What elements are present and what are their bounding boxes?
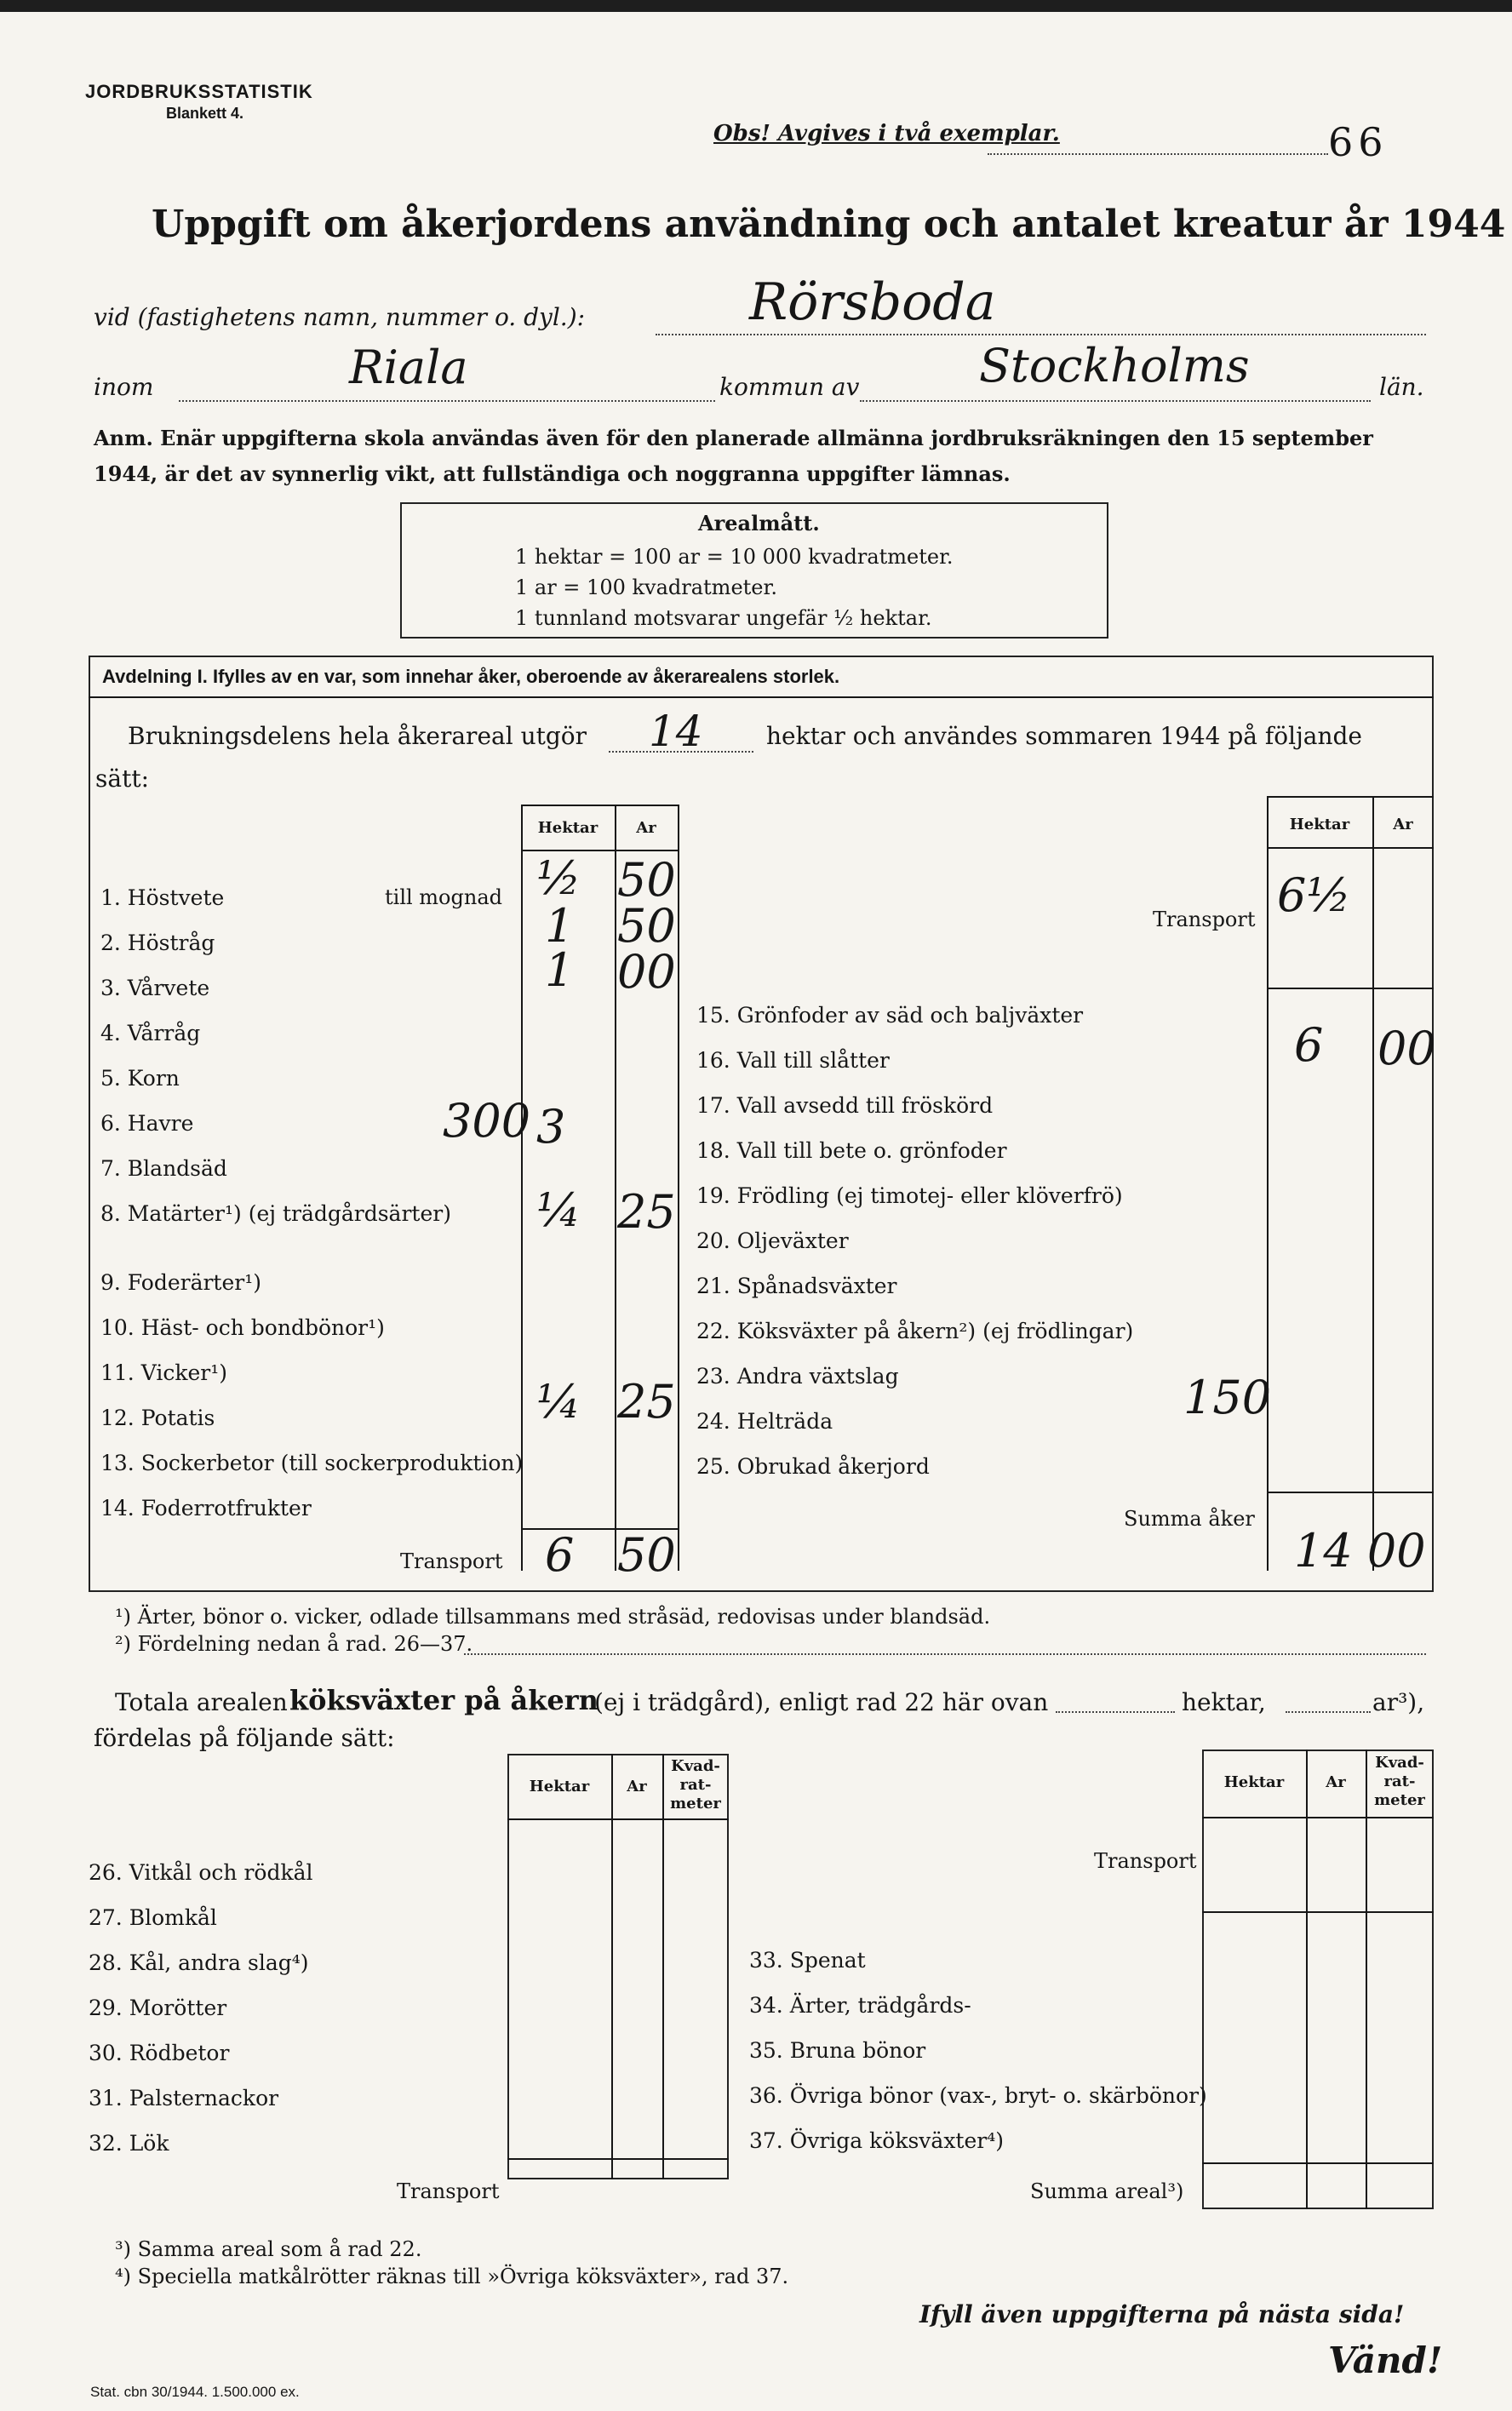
row-4-label: 4. Vårråg bbox=[100, 1021, 201, 1045]
footnote-3: ³) Samma areal som å rad 22. bbox=[115, 2237, 422, 2261]
row-6-label: 6. Havre bbox=[100, 1111, 194, 1136]
footnote-4: ⁴) Speciella matkålrötter räknas till »Övriga köksväxter», rad 37. bbox=[115, 2265, 789, 2288]
page-number-rule bbox=[988, 153, 1328, 155]
footnote-1: ¹) Ärter, bönor o. vicker, odlade tillsammans med stråsäd, redovisas under blandsäd. bbox=[115, 1605, 991, 1629]
row-8-hektar: ¼ bbox=[536, 1183, 581, 1237]
arealmatt-title: Arealmått. bbox=[698, 511, 820, 535]
kok-left-transport: Transport bbox=[397, 2179, 500, 2203]
left-transport-hektar: 6 bbox=[545, 1528, 575, 1582]
row-11-label: 11. Vicker¹) bbox=[100, 1360, 227, 1385]
right-transport-label: Transport bbox=[1153, 908, 1256, 931]
left-col-rule-2 bbox=[615, 805, 616, 1571]
row-1-ar: 50 bbox=[617, 853, 676, 907]
kok-summa: Summa areal³) bbox=[1030, 2179, 1184, 2203]
ifyll-note: Ifyll även uppgifterna på nästa sida! bbox=[919, 2300, 1405, 2328]
lan-value: Stockholms bbox=[979, 339, 1250, 392]
row-3-hektar: 1 bbox=[545, 943, 575, 997]
right-head-top bbox=[1267, 796, 1434, 798]
form-number: Blankett 4. bbox=[166, 105, 244, 122]
row-2-ar: 50 bbox=[617, 899, 676, 953]
kok-intro-a: Totala arealen bbox=[115, 1688, 288, 1716]
kok-right-hektar: Hektar bbox=[1223, 1773, 1285, 1791]
right-col-hektar: Hektar bbox=[1289, 816, 1350, 833]
row-36-label: 36. Övriga bönor (vax-, bryt- o. skärbönor) bbox=[749, 2083, 1207, 2108]
kok-right-col-1 bbox=[1306, 1750, 1308, 2209]
kok-intro-d: hektar, bbox=[1182, 1688, 1266, 1716]
row-3-ar: 00 bbox=[617, 945, 676, 999]
row-32-label: 32. Lök bbox=[89, 2131, 169, 2156]
arealmatt-line-2: 1 ar = 100 kvadratmeter. bbox=[515, 576, 777, 599]
row-16-ar: 00 bbox=[1377, 1022, 1436, 1075]
lan-label: län. bbox=[1379, 373, 1424, 401]
anm-line-1: Anm. Enär uppgifterna skola användas även för den planerade allmänna jordbruksräkningen den 15 september bbox=[94, 426, 1373, 450]
vand-note: Vänd! bbox=[1328, 2339, 1443, 2381]
row-12-hektar: ¼ bbox=[536, 1375, 581, 1429]
right-col-rule-2 bbox=[1372, 796, 1374, 1571]
row-8-label: 8. Matärter¹) (ej trädgårdsärter) bbox=[100, 1201, 451, 1226]
kok-left-col-2 bbox=[662, 1754, 664, 2179]
row-2-hektar: 1 bbox=[545, 899, 575, 953]
kok-intro-b: köksväxter på åkern bbox=[289, 1684, 598, 1716]
row-20-label: 20. Oljeväxter bbox=[696, 1228, 849, 1253]
form-title: Uppgift om åkerjordens användning och antalet kreatur år 1944 bbox=[152, 203, 1506, 246]
property-name-value: Rörsboda bbox=[749, 272, 996, 332]
row-28-label: 28. Kål, andra slag⁴) bbox=[89, 1950, 309, 1975]
inom-label: inom bbox=[94, 373, 154, 401]
row-29-label: 29. Morötter bbox=[89, 1996, 227, 2020]
row-31-label: 31. Palsternackor bbox=[89, 2086, 279, 2110]
row-19-label: 19. Frödling (ej timotej- eller klöverfrö) bbox=[696, 1183, 1123, 1208]
left-col-hektar: Hektar bbox=[537, 819, 598, 837]
row-16-hektar: 6 bbox=[1294, 1018, 1324, 1072]
page-number: 66 bbox=[1328, 119, 1389, 165]
vid-label: vid (fastighetens namn, nummer o. dyl.): bbox=[94, 303, 586, 331]
havre-note: 300 bbox=[443, 1094, 531, 1148]
row-5-label: 5. Korn bbox=[100, 1066, 180, 1091]
section-1-heading: Avdelning I. Ifylles av en var, som innehar åker, oberoende av åkerarealens storlek. bbox=[102, 666, 840, 687]
kok-right-table bbox=[1202, 1750, 1434, 2209]
row-35-label: 35. Bruna bönor bbox=[749, 2038, 926, 2063]
row-7-label: 7. Blandsäd bbox=[100, 1156, 227, 1181]
kok-intro-f: fördelas på följande sätt: bbox=[94, 1724, 395, 1752]
row-3-label: 3. Vårvete bbox=[100, 976, 210, 1000]
row-24-hektar: 150 bbox=[1183, 1371, 1272, 1424]
kok-right-transport: Transport bbox=[1094, 1849, 1197, 1873]
kok-right-head-rule bbox=[1202, 1817, 1434, 1818]
area-total-value: 14 bbox=[649, 707, 703, 756]
row-27-label: 27. Blomkål bbox=[89, 1905, 217, 1930]
summa-value: 14 00 bbox=[1294, 1524, 1426, 1578]
row-10-label: 10. Häst- och bondbönor¹) bbox=[100, 1315, 385, 1340]
kok-left-hektar: Hektar bbox=[529, 1778, 590, 1795]
kok-right-ar: Ar bbox=[1326, 1773, 1346, 1791]
org-name: JORDBRUKSSTATISTIK bbox=[85, 81, 313, 102]
row-12-label: 12. Potatis bbox=[100, 1406, 215, 1430]
right-col-ar: Ar bbox=[1393, 816, 1413, 833]
row-17-label: 17. Vall avsedd till fröskörd bbox=[696, 1093, 994, 1118]
row-18-label: 18. Vall till bete o. grönfoder bbox=[696, 1138, 1007, 1163]
kok-left-head-rule bbox=[507, 1818, 729, 1820]
right-transport-rule bbox=[1267, 988, 1434, 989]
kok-intro-e: ar³), bbox=[1372, 1688, 1425, 1716]
vid-rule bbox=[656, 334, 1426, 335]
footnote-2: ²) Fördelning nedan å rad. 26—37. bbox=[115, 1632, 473, 1656]
row-26-label: 26. Vitkål och rödkål bbox=[89, 1860, 313, 1885]
section-1-heading-rule bbox=[89, 696, 1434, 698]
kok-hektar-rule bbox=[1056, 1711, 1175, 1713]
row-15-label: 15. Grönfoder av säd och baljväxter bbox=[696, 1003, 1084, 1028]
area-intro-c: sätt: bbox=[95, 765, 149, 793]
left-head-top bbox=[521, 805, 678, 806]
left-transport-ar: 50 bbox=[617, 1528, 676, 1582]
arealmatt-line-3: 1 tunnland motsvarar ungefär ½ hektar. bbox=[515, 606, 932, 630]
left-col-ar: Ar bbox=[636, 819, 656, 837]
kok-left-transport-rule bbox=[507, 2158, 729, 2160]
area-intro-b: hektar och användes sommaren 1944 på följande bbox=[766, 722, 1362, 750]
row-2-label: 2. Höstråg bbox=[100, 931, 215, 955]
anm-line-2: 1944, är det av synnerlig vikt, att fullständiga och noggranna uppgifter lämnas. bbox=[94, 461, 1011, 486]
row-22-label: 22. Köksväxter på åkern²) (ej frödlingar) bbox=[696, 1319, 1134, 1343]
kok-right-col-2 bbox=[1366, 1750, 1367, 2209]
row-24-label: 24. Helträda bbox=[696, 1409, 833, 1434]
kok-left-kvm: Kvad-rat-meter bbox=[670, 1757, 721, 1813]
left-transport-label: Transport bbox=[400, 1549, 503, 1573]
row-30-label: 30. Rödbetor bbox=[89, 2041, 230, 2065]
kok-summa-rule bbox=[1202, 2162, 1434, 2164]
kok-left-table bbox=[507, 1754, 729, 2179]
kok-ar-rule bbox=[1286, 1711, 1371, 1713]
scan-top-edge bbox=[0, 0, 1512, 12]
row-21-label: 21. Spånadsväxter bbox=[696, 1274, 897, 1298]
row-37-label: 37. Övriga köksväxter⁴) bbox=[749, 2128, 1004, 2153]
row-1-hektar: ½ bbox=[536, 851, 581, 905]
row-16-label: 16. Vall till slåtter bbox=[696, 1048, 890, 1073]
row-14-label: 14. Foderrotfrukter bbox=[100, 1496, 312, 1520]
summa-label: Summa åker bbox=[1124, 1507, 1255, 1531]
print-info: Stat. cbn 30/1944. 1.500.000 ex. bbox=[90, 2384, 300, 2400]
obs-note: Obs! Avgives i två exemplar. bbox=[713, 121, 1060, 146]
kommun-label: kommun av bbox=[719, 373, 860, 401]
footnote-rule bbox=[464, 1653, 1426, 1655]
row-34-label: 34. Ärter, trädgårds- bbox=[749, 1993, 971, 2018]
kok-right-kvm: Kvad-rat-meter bbox=[1374, 1754, 1425, 1809]
left-col-rule-3 bbox=[678, 805, 679, 1571]
row-33-label: 33. Spenat bbox=[749, 1948, 866, 1973]
row-25-label: 25. Obrukad åkerjord bbox=[696, 1454, 930, 1479]
kok-intro-c: (ej i trädgård), enligt rad 22 här ovan bbox=[594, 1688, 1049, 1716]
right-transport-hektar: 6½ bbox=[1277, 868, 1351, 922]
till-mognad: till mognad bbox=[385, 885, 502, 909]
row-9-label: 9. Foderärter¹) bbox=[100, 1270, 262, 1295]
row-8-ar: 25 bbox=[617, 1185, 676, 1239]
kok-left-col-1 bbox=[611, 1754, 613, 2179]
row-1-label: 1. Höstvete bbox=[100, 885, 225, 910]
right-col-rule-1 bbox=[1267, 796, 1269, 1571]
kommun-value: Riala bbox=[349, 341, 468, 394]
lan-rule bbox=[860, 400, 1371, 402]
row-13-label: 13. Sockerbetor (till sockerproduktion) bbox=[100, 1451, 524, 1475]
kommun-rule bbox=[179, 400, 715, 402]
row-6-hektar: 3 bbox=[536, 1100, 566, 1154]
summa-rule bbox=[1267, 1492, 1434, 1493]
area-intro-a: Brukningsdelens hela åkerareal utgör bbox=[128, 722, 587, 750]
row-23-label: 23. Andra växtslag bbox=[696, 1364, 899, 1389]
arealmatt-line-1: 1 hektar = 100 ar = 10 000 kvadratmeter. bbox=[515, 545, 954, 569]
kok-left-ar: Ar bbox=[627, 1778, 647, 1795]
row-12-ar: 25 bbox=[617, 1375, 676, 1429]
right-head-bottom bbox=[1267, 847, 1434, 849]
kok-right-transport-rule bbox=[1202, 1911, 1434, 1913]
